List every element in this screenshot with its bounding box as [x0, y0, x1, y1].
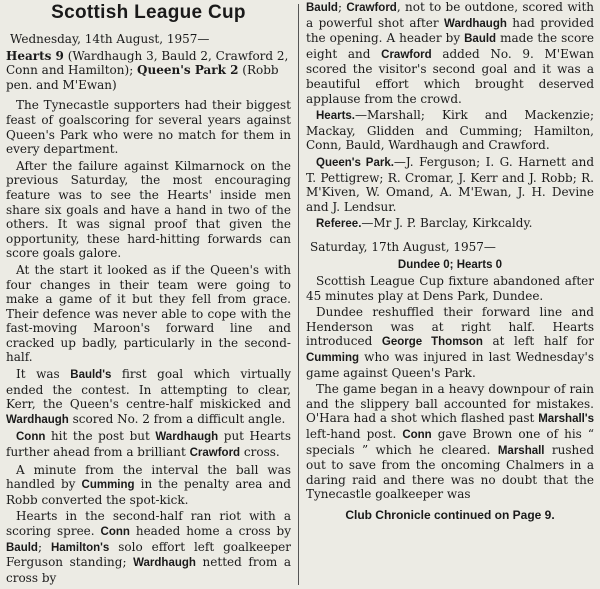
away-team-score: Queen's Park 2	[137, 63, 239, 78]
paragraph-2: After the failure against Kilmarnock on the previous Saturday, the most encouraging feature was to see the Hearts' inside men share six goals and have a hand in two of the others. It was signal proof that given the opportunity, these hard-hitting forwards can score goals galore.	[6, 158, 291, 261]
match-result-2: Dundee 0; Hearts 0	[397, 258, 503, 271]
left-column	[6, 0, 291, 589]
away-scorers: (Robb pen. and M'Ewan)	[6, 63, 279, 92]
match-result-1	[6, 49, 291, 93]
referee-line: Referee.—Mr J. P. Barclay, Kirkcaldy.	[316, 216, 533, 231]
queens-park-lineup: Queen's Park.—J. Ferguson; I. G. Harnett and T. Pettigrew; R. Cromar, J. Kerr and J. Robb; R. M'Kiven, W. Omand, A. M'Ewan, J. H. Devine and J. Lendsur.	[306, 154, 594, 214]
home-scorers: (Wardhaugh 3, Bauld 2, Crawford 2, Conn and Hamilton);	[6, 48, 289, 78]
match-date-1: Wednesday, 14th August, 1957—	[10, 32, 210, 46]
paragraph-1: The Tynecastle supporters had their biggest feast of goalscoring for several years against Queen's Park who were no match for them in every department.	[6, 98, 291, 157]
home-team-score: Hearts 9	[6, 48, 64, 63]
paragraph-5: Conn hit the post but Wardhaugh put Hearts further ahead from a brilliant Crawford cross.	[6, 429, 291, 460]
paragraph-9: Scottish League Cup fixture abandoned after 45 minutes play at Dens Park, Dundee.	[306, 274, 594, 303]
match-date-2: Saturday, 17th August, 1957—	[310, 239, 496, 254]
hearts-lineup: Hearts.—Marshall; Kirk and Mackenzie; Mackay, Glidden and Cumming; Hamilton, Conn, Bauld, Wardhaugh and Crawford.	[306, 108, 594, 153]
paragraph-11: The game began in a heavy downpour of rain and the slippery ball accounted for mistakes. O'Hara had a shot which flashed past Marshall's left-hand post. Conn gave Brown one of his “ specials ” which he cleared. Marshall rushed out to save from the oncoming Chalmers in a daring raid and there was no doubt that the Tynecastle goalkeeper was	[306, 382, 594, 502]
paragraph-4: It was Bauld's first goal which virtually ended the contest. In attempting to clear, Kerr, the Queen's centre-half miskicked and Wardhaugh scored No. 2 from a difficult angle.	[6, 367, 291, 426]
paragraph-8: Bauld; Crawford, not to be outdone, scored with a powerful shot after Wardhaugh had provided the opening. A header by Bauld made the score eight and Crawford added No. 9. M'Ewan scored the visitor's second goal and it was a beautiful effort which brought deserved applause from the crowd.	[306, 0, 594, 106]
section-title: Scottish League Cup	[51, 2, 246, 23]
column-divider	[298, 4, 299, 585]
continued-notice: Club Chronicle continued on Page 9.	[345, 508, 555, 522]
paragraph-6: A minute from the interval the ball was handled by Cumming in the penalty area and Robb converted the spot-kick.	[6, 462, 291, 507]
paragraph-10: Dundee reshuffled their forward line and Henderson was at right half. Hearts introduced George Thomson at left half for Cumming who was injured in last Wednesday's game against Queen's Park.	[306, 305, 594, 380]
paragraph-3: At the start it looked as if the Queen's with four changes in their team were going to make a game of it but they fell from grace. Their defence was never able to cope with the fast-moving Maroon's forward line and cracked up badly, particularly in the second-half.	[6, 262, 291, 365]
right-column	[306, 0, 594, 589]
paragraph-7: Hearts in the second-half ran riot with a scoring spree. Conn headed home a cross by Bauld; Hamilton's solo effort left goalkeeper Ferguson standing; Wardhaugh netted from a cross by	[6, 509, 291, 585]
